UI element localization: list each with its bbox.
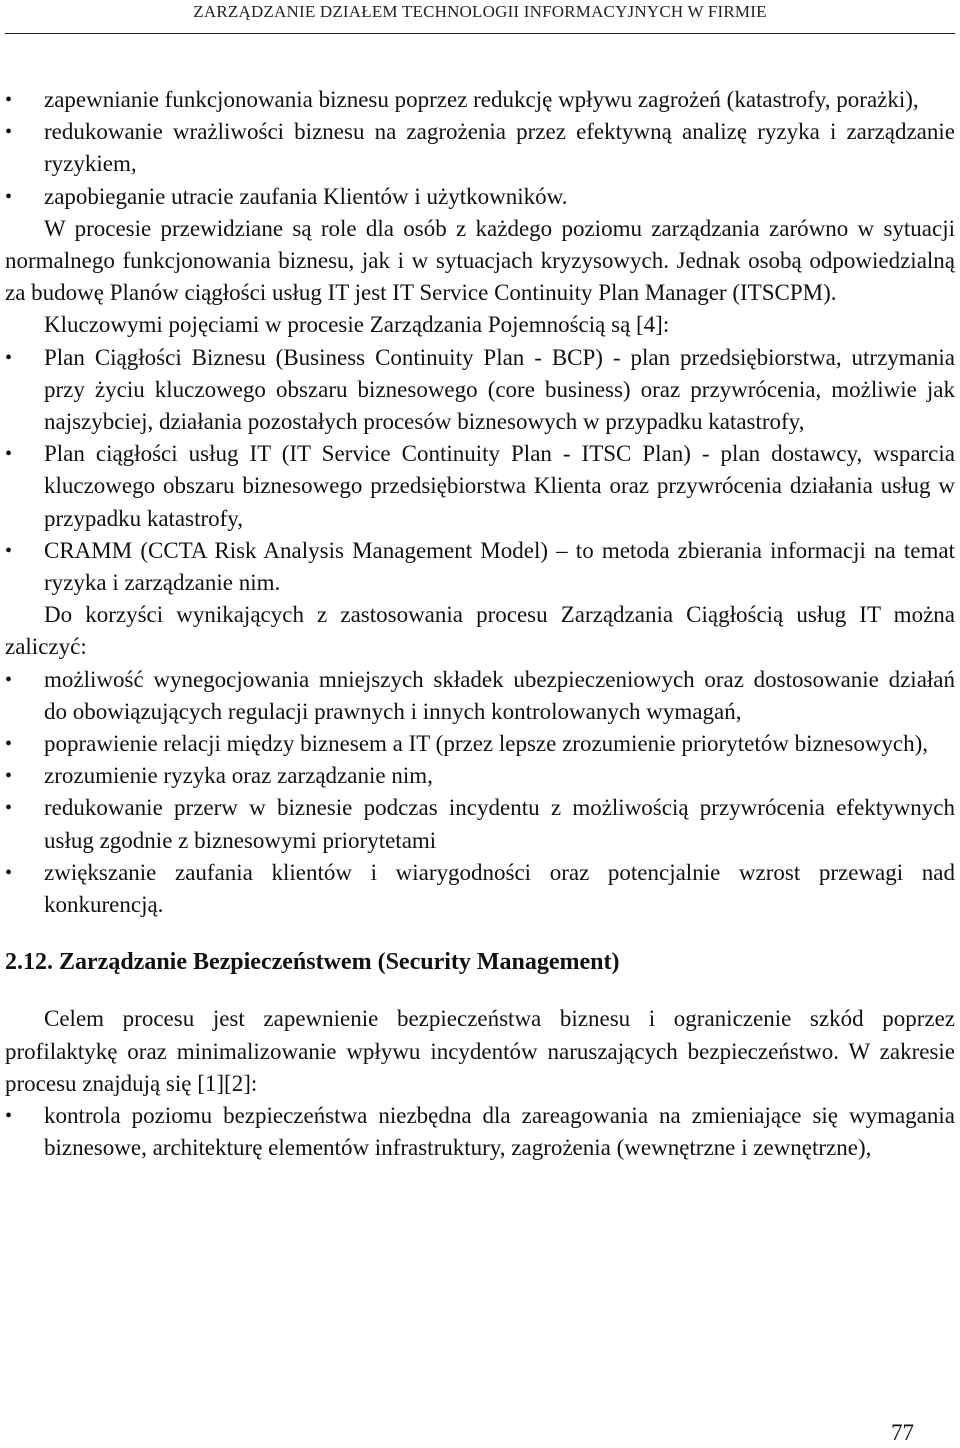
bullet-glyph: • bbox=[5, 121, 13, 144]
running-header: ZARZĄDZANIE DZIAŁEM TECHNOLOGII INFORMACYJNYCH W FIRMIE bbox=[193, 2, 767, 21]
page-number: 77 bbox=[891, 1420, 914, 1445]
list-item-text: zrozumienie ryzyka oraz zarządzanie nim, bbox=[44, 763, 433, 789]
list-item-text: Plan ciągłości usług IT (IT Service Continuity Plan - ITSC Plan) - plan dostawcy, wsparcia kluczowego obszaru biznesowego przedsiębiorstwa Klienta oraz przywrócenia działania usług w przypadku katastrofy, bbox=[44, 441, 955, 531]
bullet-glyph: • bbox=[5, 1105, 13, 1128]
list-item-text: Plan Ciągłości Biznesu (Business Continuity Plan - BCP) - plan przedsiębiorstwa, utrzymania przy życiu kluczowego obszaru biznesowego (core business) oraz przywrócenia, możliwie jak najszybciej, działania pozostałych procesów biznesowych w przypadku katastrofy, bbox=[44, 344, 955, 435]
list-item-text: zapobieganie utracie zaufania Klientów i użytkowników. bbox=[44, 183, 568, 209]
paragraph-roles: W procesie przewidziane są role dla osób z każdego poziomu zarządzania zarówno w sytuacji normalnego funkcjonowania biznesu, jak i w sytuacjach kryzysowych. Jednak osobą odpowiedzialną za budowę Planów ciągłości usług IT jest IT Service Continuity Plan Manager (ITSCPM). bbox=[5, 215, 955, 306]
bullet-glyph: • bbox=[5, 539, 13, 562]
list-item bbox=[5, 728, 955, 760]
list-item-text: kontrola poziomu bezpieczeństwa niezbędna dla zareagowania na zmieniające się wymagania biznesowe, architekturę elementów infrastruktury, zagrożenia (wewnętrzne i zewnętrzne), bbox=[44, 1103, 955, 1161]
list-item bbox=[5, 84, 955, 116]
list-item bbox=[5, 535, 955, 599]
list-item bbox=[5, 760, 955, 792]
list-item-text: redukowanie wrażliwości biznesu na zagrożenia przez efektywną analizę ryzyka i zarządzanie ryzykiem, bbox=[44, 119, 955, 177]
list-item bbox=[5, 1100, 955, 1164]
bullet-glyph: • bbox=[5, 443, 13, 466]
list-item-text: CRAMM (CCTA Risk Analysis Management Model) – to metoda zbierania informacji na temat ryzyka i zarządzanie nim. bbox=[44, 537, 955, 596]
paragraph-key-concepts: Kluczowymi pojęciami w procesie Zarządzania Pojemnością są [4]: bbox=[44, 312, 670, 338]
bullet-list-goals bbox=[5, 84, 955, 213]
bullet-glyph: • bbox=[5, 733, 13, 756]
bullet-glyph: • bbox=[5, 346, 13, 369]
list-item bbox=[5, 438, 955, 535]
bullet-glyph: • bbox=[5, 185, 13, 208]
list-item bbox=[5, 116, 955, 180]
list-item-text: redukowanie przerw w biznesie podczas incydentu z możliwością przywrócenia efektywnych usług zgodnie z biznesowymi priorytetami bbox=[44, 795, 955, 853]
bullet-glyph: • bbox=[5, 861, 13, 884]
section-heading: 2.12. Zarządzanie Bezpieczeństwem (Security Management) bbox=[5, 949, 620, 976]
list-item-text: zapewnianie funkcjonowania biznesu poprzez redukcję wpływu zagrożeń (katastrofy, porażki), bbox=[44, 87, 919, 112]
list-item bbox=[5, 792, 955, 856]
list-item-text: zwiększanie zaufania klientów i wiarygodności oraz potencjalnie wzrost przewagi nad konkurencją. bbox=[44, 859, 955, 918]
list-item bbox=[5, 181, 955, 213]
bullet-glyph: • bbox=[5, 89, 13, 111]
bullet-list-concepts bbox=[5, 342, 955, 600]
paragraph-security-goal: Celem procesu jest zapewnienie bezpieczeństwa biznesu i ograniczenie szkód poprzez profilaktykę oraz minimalizowanie wpływu incydentów naruszających bezpieczeństwo. W zakresie procesu znajdują się [1][2]: bbox=[5, 1006, 955, 1096]
bullet-list-security bbox=[5, 1100, 955, 1164]
header-rule bbox=[5, 33, 955, 34]
paragraph-benefits: Do korzyści wynikających z zastosowania procesu Zarządzania Ciągłością usług IT można zaliczyć: bbox=[5, 602, 955, 660]
bullet-list-benefits bbox=[5, 664, 955, 922]
page-body bbox=[5, 84, 955, 1165]
bullet-glyph: • bbox=[5, 765, 13, 788]
list-item bbox=[5, 342, 955, 439]
list-item bbox=[5, 857, 955, 921]
bullet-glyph: • bbox=[5, 668, 13, 691]
list-item bbox=[5, 664, 955, 728]
bullet-glyph: • bbox=[5, 797, 13, 820]
list-item-text: poprawienie relacji między biznesem a IT (przez lepsze zrozumienie priorytetów biznesowych), bbox=[44, 731, 929, 757]
list-item-text: możliwość wynegocjowania mniejszych składek ubezpieczeniowych oraz dostosowanie działań do obowiązujących regulacji prawnych i innych kontrolowanych wymagań, bbox=[44, 666, 955, 724]
